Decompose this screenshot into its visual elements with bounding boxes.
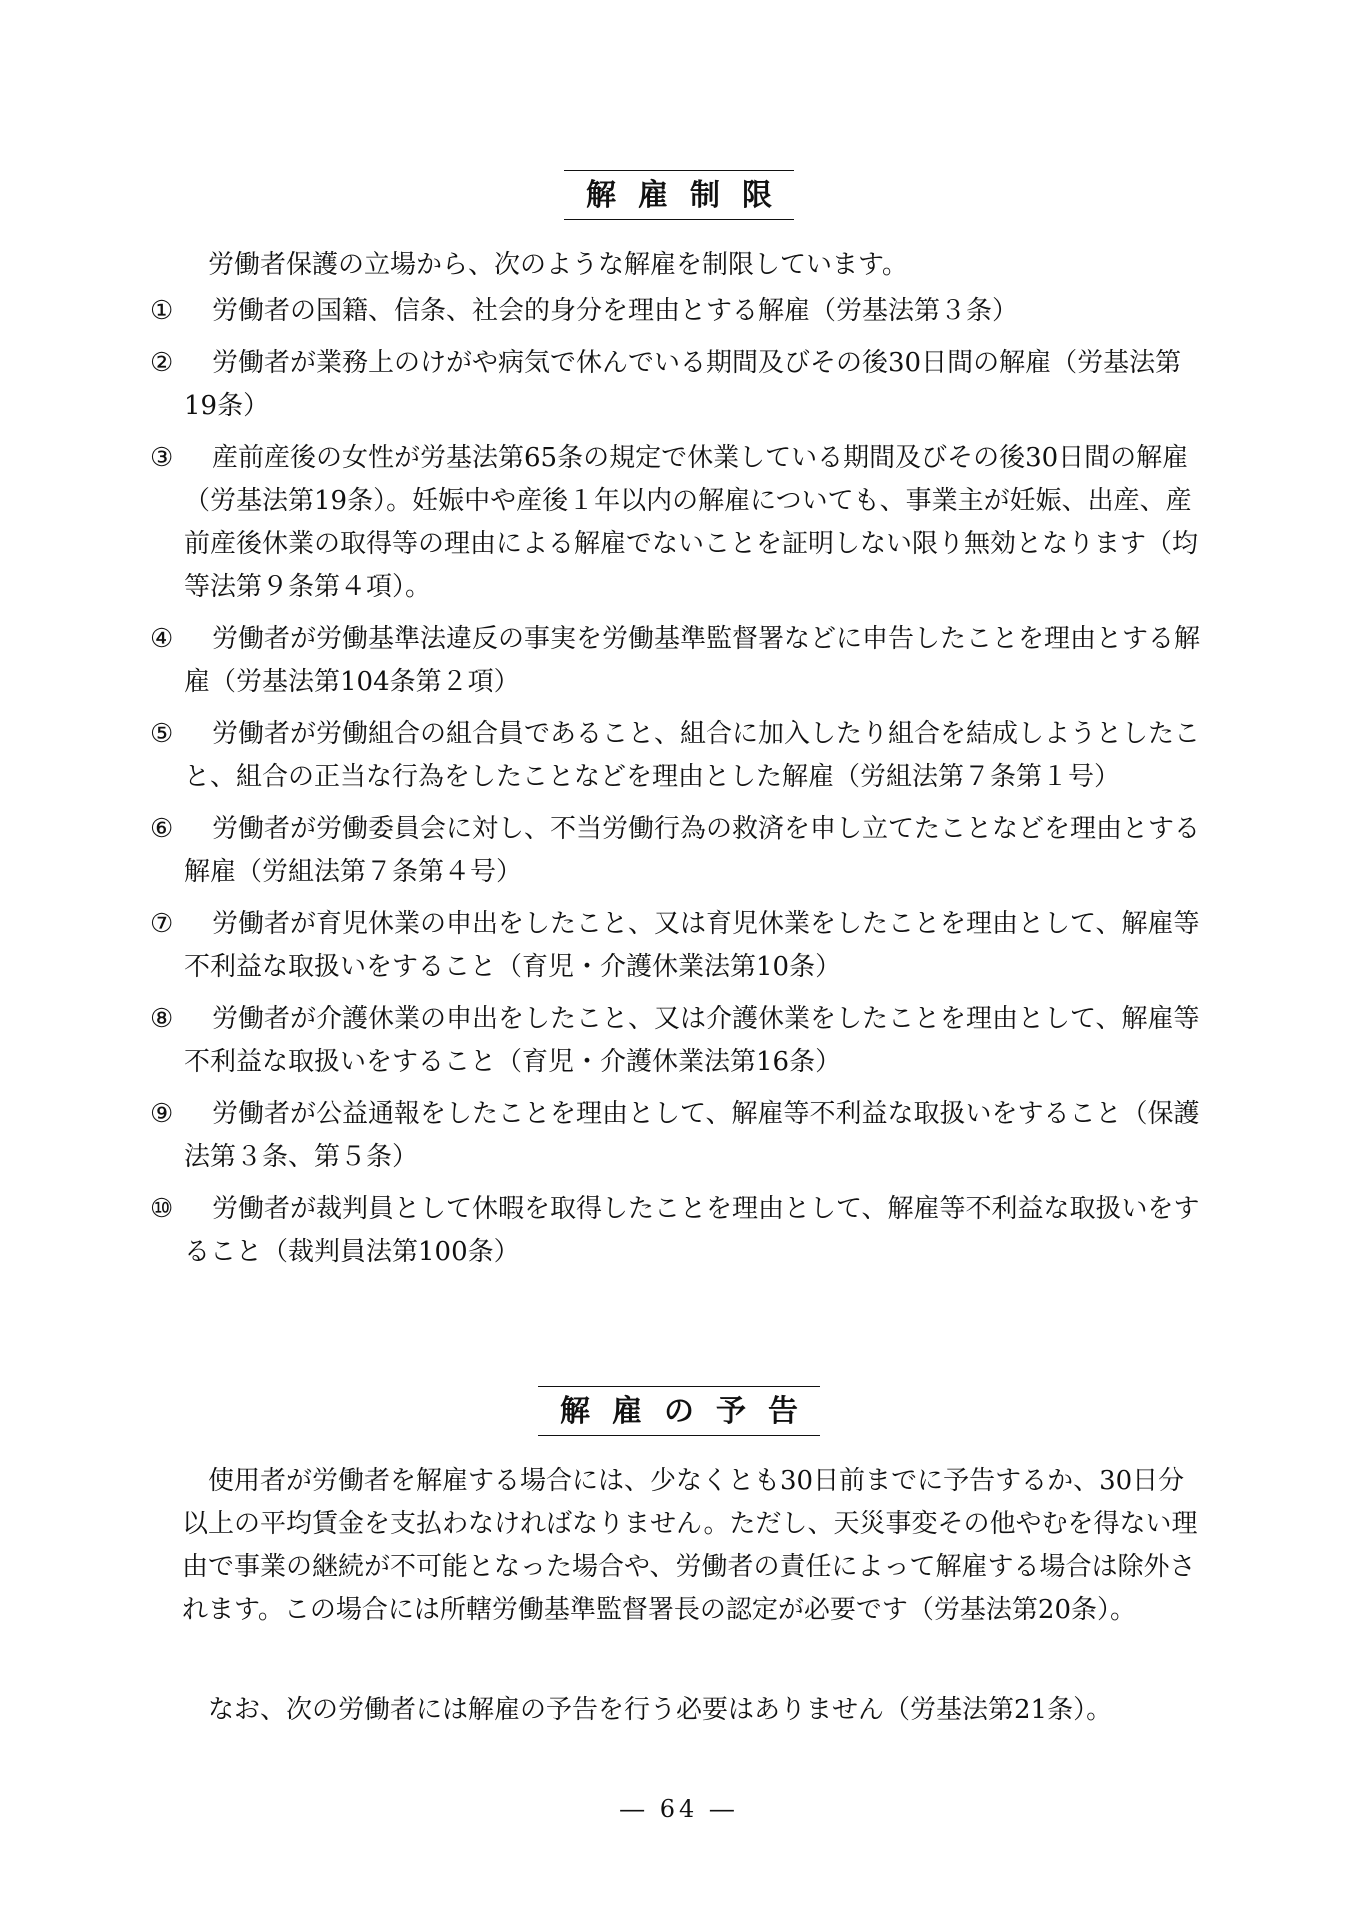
list-item bbox=[150, 1093, 1212, 1179]
item-text: 労働者が業務上のけがや病気で休んでいる期間及びその後30日間の解雇（労基法第19条） bbox=[184, 348, 1182, 421]
item-text: 労働者が労働委員会に対し、不当労働行為の救済を申し立てたことなどを理由とする解雇（労組法第７条第４号） bbox=[184, 814, 1201, 887]
item-number: ⑥ bbox=[150, 814, 174, 844]
item-text: 産前産後の女性が労基法第65条の規定で休業している期間及びその後30日間の解雇（労基法第19条）。妊娠中や産後１年以内の解雇についても、事業主が妊娠、出産、産前産後休業の取得等の理由による解雇でないことを証明しない限り無効となります（均等法第９条第４項）。 bbox=[184, 443, 1199, 602]
item-number: ② bbox=[150, 348, 174, 378]
item-number: ⑦ bbox=[150, 909, 174, 939]
list-item bbox=[150, 437, 1212, 609]
notice-exception-paragraph: なお、次の労働者には解雇の予告を行う必要はありません（労基法第21条）。 bbox=[208, 1695, 1113, 1725]
item-number: ③ bbox=[150, 443, 174, 473]
list-item bbox=[150, 290, 1212, 333]
section-heading-dismissal-notice: 解雇の予告 bbox=[0, 1386, 1358, 1436]
list-item bbox=[150, 808, 1212, 894]
list-item bbox=[150, 903, 1212, 989]
notice-paragraph: 使用者が労働者を解雇する場合には、少なくとも30日前までに予告するか、30日分以上の平均賃金を支払わなければなりません。ただし、天災事変その他やむを得ない理由で事業の継続が不可能となった場合や、労働者の責任によって解雇する場合は除外されます。この場合には所轄労働基準監督署長の認定が必要です（労基法第20条）。 bbox=[182, 1466, 1198, 1625]
item-text: 労働者が労働基準法違反の事実を労働基準監督署などに申告したことを理由とする解雇（労基法第104条第２項） bbox=[184, 624, 1201, 697]
list-item bbox=[150, 342, 1212, 428]
list-item bbox=[150, 618, 1212, 704]
item-text: 労働者の国籍、信条、社会的身分を理由とする解雇（労基法第３条） bbox=[212, 296, 1019, 326]
list-item bbox=[150, 713, 1212, 799]
item-number: ⑩ bbox=[150, 1194, 174, 1224]
item-text: 労働者が公益通報をしたことを理由として、解雇等不利益な取扱いをすること（保護法第３条、第５条） bbox=[184, 1099, 1200, 1172]
item-number: ⑤ bbox=[150, 719, 174, 749]
item-text: 労働者が裁判員として休暇を取得したことを理由として、解雇等不利益な取扱いをすること（裁判員法第100条） bbox=[184, 1194, 1200, 1267]
item-number: ① bbox=[150, 296, 174, 326]
item-text: 労働者が育児休業の申出をしたこと、又は育児休業をしたことを理由として、解雇等不利益な取扱いをすること（育児・介護休業法第10条） bbox=[184, 909, 1200, 982]
page-number: ― 64 ― bbox=[620, 1795, 738, 1823]
item-number: ⑧ bbox=[150, 1004, 174, 1034]
section-heading-dismissal-restrictions: 解雇制限 bbox=[0, 170, 1358, 220]
restriction-list bbox=[150, 290, 1212, 1283]
item-number: ⑨ bbox=[150, 1099, 174, 1129]
item-text: 労働者が労働組合の組合員であること、組合に加入したり組合を結成しようとしたこと、組合の正当な行為をしたことなどを理由とした解雇（労組法第７条第１号） bbox=[184, 719, 1201, 792]
intro-paragraph: 労働者保護の立場から、次のような解雇を制限しています。 bbox=[208, 250, 908, 280]
list-item bbox=[150, 1188, 1212, 1274]
item-text: 労働者が介護休業の申出をしたこと、又は介護休業をしたことを理由として、解雇等不利益な取扱いをすること（育児・介護休業法第16条） bbox=[184, 1004, 1200, 1077]
item-number: ④ bbox=[150, 624, 174, 654]
list-item bbox=[150, 998, 1212, 1084]
